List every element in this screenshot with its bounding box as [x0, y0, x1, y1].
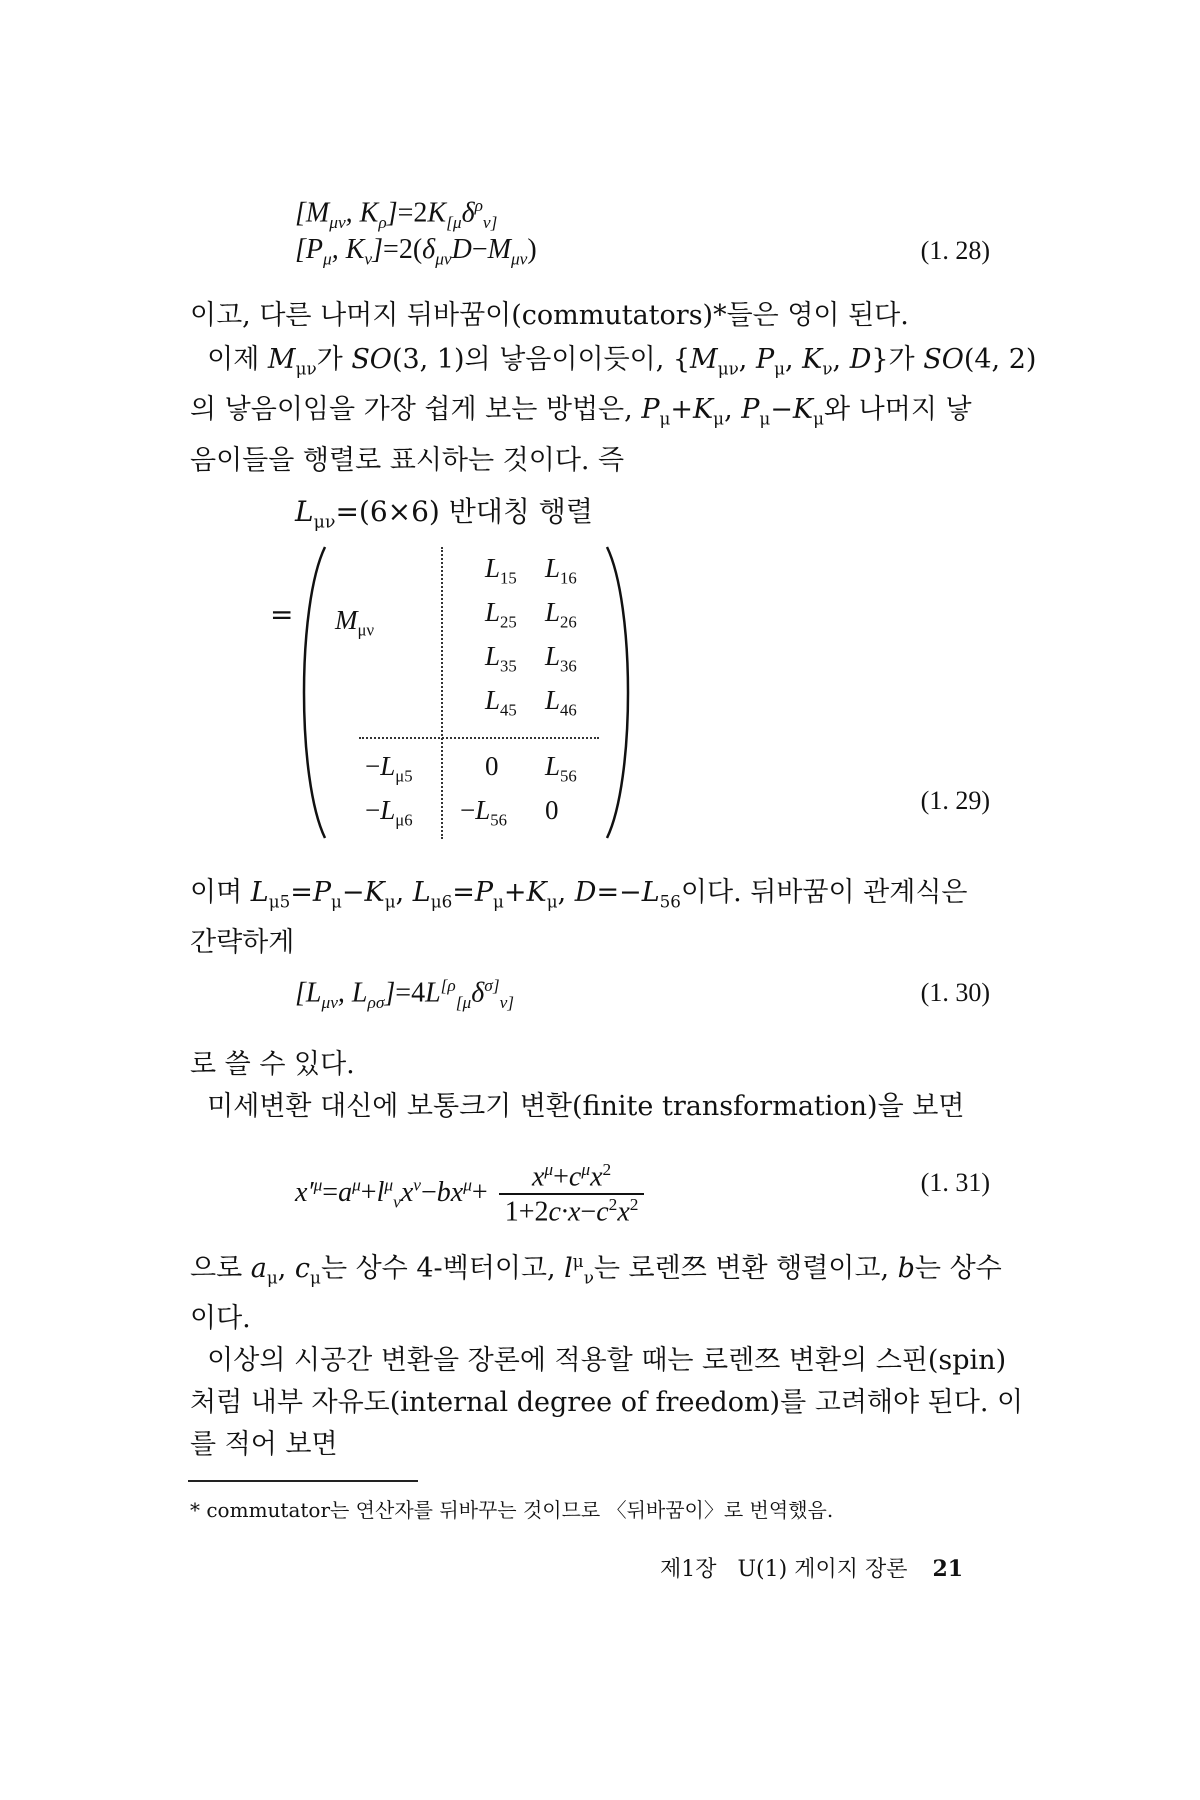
matrix-cell-l26: $L_{26}$	[545, 597, 577, 632]
generator-matrix	[305, 545, 645, 840]
fraction-denominator: $1+2c\cdot x-c^2x^2$	[504, 1195, 639, 1228]
text-line: 으로 $a_\mu$, $c_\mu$는 상수 4-벡터이고, $l^\mu_\nu$는 로렌쯔 변환 행렬이고, b는 상수	[190, 1251, 1002, 1288]
left-paren-icon	[295, 545, 329, 840]
text-line	[190, 1340, 1010, 1382]
matrix-cell-l46: $L_{46}$	[545, 685, 577, 720]
equation-number-1-30: (1. 30)	[920, 978, 990, 1007]
text-line	[190, 1086, 1010, 1128]
text-line: 음이들을 행렬로 표시하는 것이다. 즉	[190, 444, 625, 476]
equation-1-29-intro: $L_{\mu\nu}=(6\times 6)$ 반대칭 행렬	[295, 495, 593, 533]
paragraph-relations	[190, 872, 1010, 964]
equation-number-1-29: (1. 29)	[920, 786, 990, 815]
matrix-cell-neg-lmu6: $-L_{\mu 6}$	[365, 795, 413, 830]
text-line: 이제 $M_{\mu\nu}$가 SO(3, 1)의 낳음이이듯이, {$M_{\mu\nu}$, $P_\mu$, $K_\nu$, D}가 SO(4, 2)	[190, 344, 1037, 379]
text-line: 이고, 다른 나머지 뒤바꿈이(commutators)*들은 영이 된다.	[190, 300, 909, 331]
chapter-label: 제1장	[660, 1557, 717, 1582]
matrix-horizontal-divider	[359, 737, 599, 739]
matrix-vertical-divider	[441, 547, 443, 839]
matrix-cell-zero: 0	[485, 751, 499, 781]
matrix-cell-l35: $L_{35}$	[485, 641, 517, 676]
footnote: * commutator는 연산자를 뒤바꾸는 것이므로 〈뒤바꿈이〉로 번역했음.	[190, 1498, 834, 1522]
matrix-cell-l56: $L_{56}$	[545, 751, 577, 786]
paragraph-commutators	[190, 295, 1010, 337]
equation-1-28-line-2: [$P_\mu$, $K_\nu]=2(\delta_{\mu\nu}D-M_{\mu\nu})$	[295, 234, 537, 269]
paragraph-generators	[190, 339, 1037, 482]
equation-1-28-line-1: [$M_{\mu\nu}$, $K_\rho]=2K_{[\mu}\delta^\rho_{\nu]}$	[295, 196, 498, 232]
text-line: 를 적어 보면	[190, 1429, 338, 1461]
matrix-cell-l15: $L_{15}$	[485, 553, 517, 588]
matrix-cell-neg-lmu5: $-L_{\mu 5}$	[365, 751, 413, 786]
text-span: 이상의 시공간 변환을 장론에 적용할 때는 로렌쯔 변환의 스핀(spin)	[207, 1345, 1007, 1377]
matrix-cell-zero-2: 0	[545, 795, 559, 825]
text-line: 로 쓸 수 있다.	[190, 1049, 355, 1080]
equation-1-30: [$L_{\mu\nu}$, $L_{\rho\sigma}]=4L^{[\rho}_{[\mu}\delta^{\sigma]}_{\nu]}$	[295, 976, 515, 1012]
paragraph-constants	[190, 1240, 1024, 1466]
matrix-cell-l36: $L_{36}$	[545, 641, 577, 676]
fraction-numerator: $x^\mu+c^\mu x^2$	[499, 1160, 645, 1195]
text-line: 처럼 내부 자유도(internal degree of freedom)를 고려해야 된다. 이	[190, 1387, 1024, 1419]
fraction	[499, 1160, 645, 1229]
text-span: 미세변환 대신에 보통크기 변환(finite transformation)을 보면	[207, 1091, 965, 1122]
text-line: 이다.	[190, 1303, 251, 1335]
equation-number-1-28: (1. 28)	[920, 236, 990, 265]
text-line: 이며 $L_{\mu 5}=P_\mu-K_\mu$, $L_{\mu 6}=P_\mu+K_\mu$, $D=-L_{56}$이다. 뒤바꿈이 관계식은	[190, 877, 968, 912]
right-paren-icon	[603, 545, 637, 840]
equation-1-31: $x'^\mu=a^\mu+l^\mu_\nu x^\nu-bx^\mu+$ $x^\mu+c^\mu x^2$ $1+2c\cdot x-c^2x^2$	[295, 1160, 644, 1229]
matrix-block-m: $M_{\mu\nu}$	[335, 605, 375, 640]
page-number: 21	[932, 1556, 964, 1582]
matrix-cell-l25: $L_{25}$	[485, 597, 517, 632]
paragraph-finite	[190, 1044, 1010, 1128]
matrix-cell-l45: $L_{45}$	[485, 685, 517, 720]
matrix-cell-l16: $L_{16}$	[545, 553, 577, 588]
footnote-rule	[188, 1480, 418, 1482]
text-line: 간략하게	[190, 927, 295, 959]
chapter-title: U(1) 게이지 장론	[737, 1557, 908, 1582]
equation-number-1-31: (1. 31)	[920, 1168, 990, 1197]
equals-sign: =	[270, 598, 294, 631]
page-footer	[660, 1552, 963, 1583]
text-line: 의 낳음이임을 가장 쉽게 보는 방법은, $P_\mu+K_\mu$, $P_\mu-K_\mu$와 나머지 낳	[190, 394, 972, 429]
matrix-cell-neg-l56: $-L_{56}$	[460, 795, 507, 830]
